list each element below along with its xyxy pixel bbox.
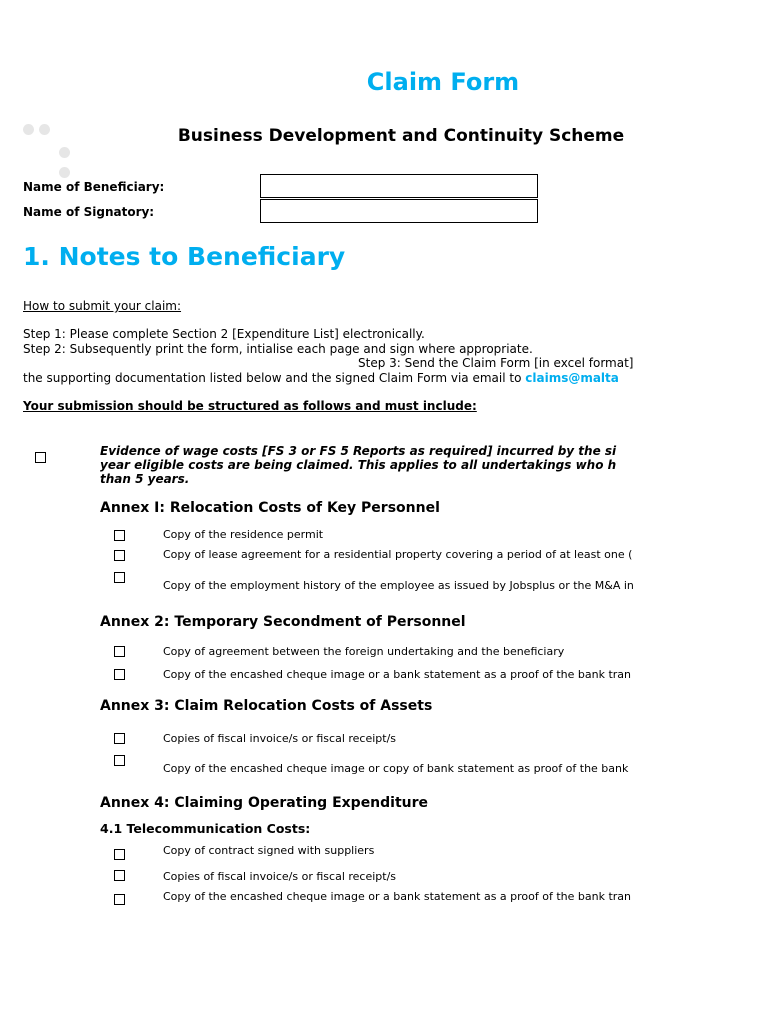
annex-4-subheading: 4.1 Telecommunication Costs: [100, 821, 311, 836]
decorative-dot [59, 147, 70, 158]
checkbox-icon[interactable] [114, 733, 125, 744]
step-1: Step 1: Please complete Section 2 [Expenditure List] electronically. [23, 327, 425, 341]
annex-1-item: Copy of lease agreement for a residential property covering a period of at least one ( [163, 548, 633, 561]
annex-1-item: Copy of the employment history of the employee as issued by Jobsplus or the M&A in [163, 579, 634, 592]
email-link[interactable]: claims@malta [525, 371, 619, 385]
evidence-line-2: year eligible costs are being claimed. This applies to all undertakings who h [100, 458, 617, 472]
beneficiary-field[interactable] [260, 174, 538, 198]
step-2: Step 2: Subsequently print the form, intialise each page and sign where appropriate. [23, 342, 533, 356]
annex-3-item: Copies of fiscal invoice/s or fiscal receipt/s [163, 732, 397, 745]
annex-4-item: Copy of the encashed cheque image or a bank statement as a proof of the bank tran [163, 890, 632, 903]
checkbox-icon[interactable] [114, 669, 125, 680]
evidence-line-3: than 5 years. [100, 472, 190, 486]
signatory-label: Name of Signatory: [23, 205, 155, 219]
annex-4-item: Copy of contract signed with suppliers [163, 844, 375, 857]
checkbox-icon[interactable] [114, 646, 125, 657]
checkbox-icon[interactable] [114, 870, 125, 881]
decorative-dot [59, 167, 70, 178]
checkbox-icon[interactable] [114, 550, 125, 561]
checkbox-icon[interactable] [114, 572, 125, 583]
beneficiary-label: Name of Beneficiary: [23, 180, 165, 194]
checkbox-icon[interactable] [35, 452, 46, 463]
step-3-text: the supporting documentation listed below and the signed Claim Form via email to [23, 371, 526, 385]
checkbox-icon[interactable] [114, 849, 125, 860]
how-to-heading: How to submit your claim: [23, 299, 182, 313]
annex-1-title: Annex I: Relocation Costs of Key Personnel [100, 500, 440, 516]
checkbox-icon[interactable] [114, 755, 125, 766]
annex-4-title: Annex 4: Claiming Operating Expenditure [100, 795, 429, 811]
evidence-line-1: Evidence of wage costs [FS 3 or FS 5 Reports as required] incurred by the si [100, 444, 617, 458]
annex-2-item: Copy of the encashed cheque image or a bank statement as a proof of the bank tran [163, 668, 632, 681]
checkbox-icon[interactable] [114, 530, 125, 541]
annex-4-item: Copies of fiscal invoice/s or fiscal receipt/s [163, 870, 397, 883]
step-3: Step 3: Send the Claim Form [in excel format] [358, 356, 634, 370]
page-title: Claim Form [366, 68, 520, 96]
annex-2-title: Annex 2: Temporary Secondment of Personnel [100, 614, 466, 630]
annex-3-item: Copy of the encashed cheque image or copy of bank statement as proof of the bank [163, 762, 629, 775]
checkbox-icon[interactable] [114, 894, 125, 905]
annex-2-item: Copy of agreement between the foreign undertaking and the beneficiary [163, 645, 565, 658]
scheme-subtitle: Business Development and Continuity Scheme [177, 126, 625, 146]
annex-1-item: Copy of the residence permit [163, 528, 324, 541]
step-3-continuation [23, 371, 658, 385]
annex-3-title: Annex 3: Claim Relocation Costs of Assets [100, 698, 433, 714]
signatory-field[interactable] [260, 199, 538, 223]
structure-heading: Your submission should be structured as follows and must include: [23, 399, 477, 413]
section-heading: 1. Notes to Beneficiary [23, 242, 346, 271]
